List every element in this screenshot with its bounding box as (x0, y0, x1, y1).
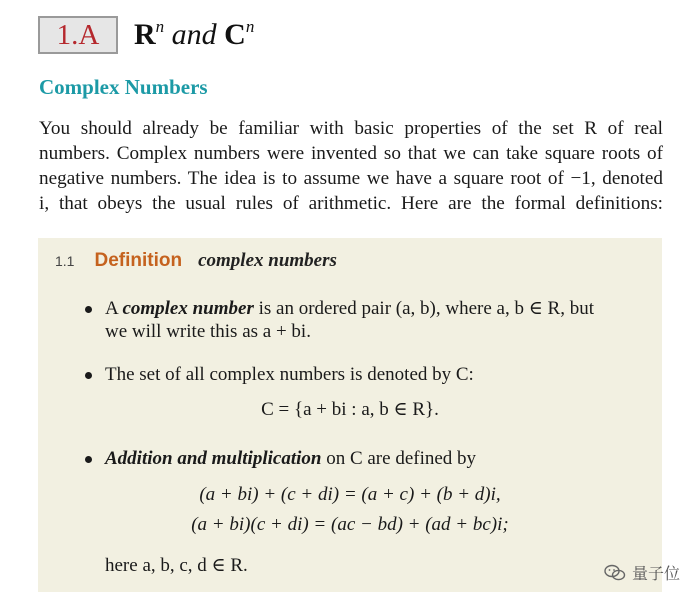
bullet1-a: A (105, 298, 123, 319)
bullet3-term: Addition and multiplication (105, 448, 322, 469)
definition-label: Definition (94, 250, 183, 271)
title-r: R (134, 18, 156, 51)
bullet-operations (85, 446, 476, 471)
section-header (38, 16, 254, 54)
bullet-set-c (85, 362, 474, 387)
bullet1-b: is an ordered pair (a, b), where a, b ∈ R, but (253, 298, 594, 319)
bullet-dot-icon (85, 306, 92, 313)
wechat-icon (604, 564, 626, 582)
section-number: 1.A (38, 16, 118, 54)
bullet3-rest: on C are defined by (321, 448, 477, 469)
definition-header (55, 250, 337, 272)
bullet-dot-icon (85, 372, 92, 379)
title-sup-n2: n (245, 17, 255, 36)
here-clause: here a, b, c, d ∈ R. (105, 555, 248, 576)
bullet1-term: complex number (122, 298, 254, 319)
title-c: C (224, 18, 246, 51)
equation-set-c: C = {a + bi : a, b ∈ R}. (261, 399, 439, 420)
section-title (134, 18, 254, 52)
intro-line-4: i, that obeys the usual rules of arithmetic. Here are the formal definitions: (39, 193, 663, 214)
intro-paragraph (39, 116, 663, 216)
intro-line-1: You should already be familiar with basic properties of the set R of real (39, 118, 663, 139)
definition-number: 1.1 (55, 253, 75, 269)
definition-box (38, 238, 662, 592)
title-and: and (164, 18, 225, 51)
bullet-dot-icon (85, 456, 92, 463)
equation-addition: (a + bi) + (c + di) = (a + c) + (b + d)i, (199, 484, 501, 505)
intro-line-3: negative numbers. The idea is to assume we have a square root of −1, denoted (39, 168, 663, 189)
subheading: Complex Numbers (39, 75, 208, 99)
bullet2-text: The set of all complex numbers is denoted by C: (105, 364, 474, 385)
bullet1-line2: we will write this as a + bi. (105, 321, 311, 342)
definition-name: complex numbers (198, 250, 337, 271)
watermark-text: 量子位 (631, 564, 680, 583)
intro-line-2: numbers. Complex numbers were invented so that we can take square roots of (39, 143, 663, 164)
watermark (604, 561, 680, 584)
bullet-complex-number (85, 296, 594, 321)
equation-multiplication: (a + bi)(c + di) = (ac − bd) + (ad + bc)i; (191, 514, 509, 535)
title-sup-n: n (155, 17, 165, 36)
